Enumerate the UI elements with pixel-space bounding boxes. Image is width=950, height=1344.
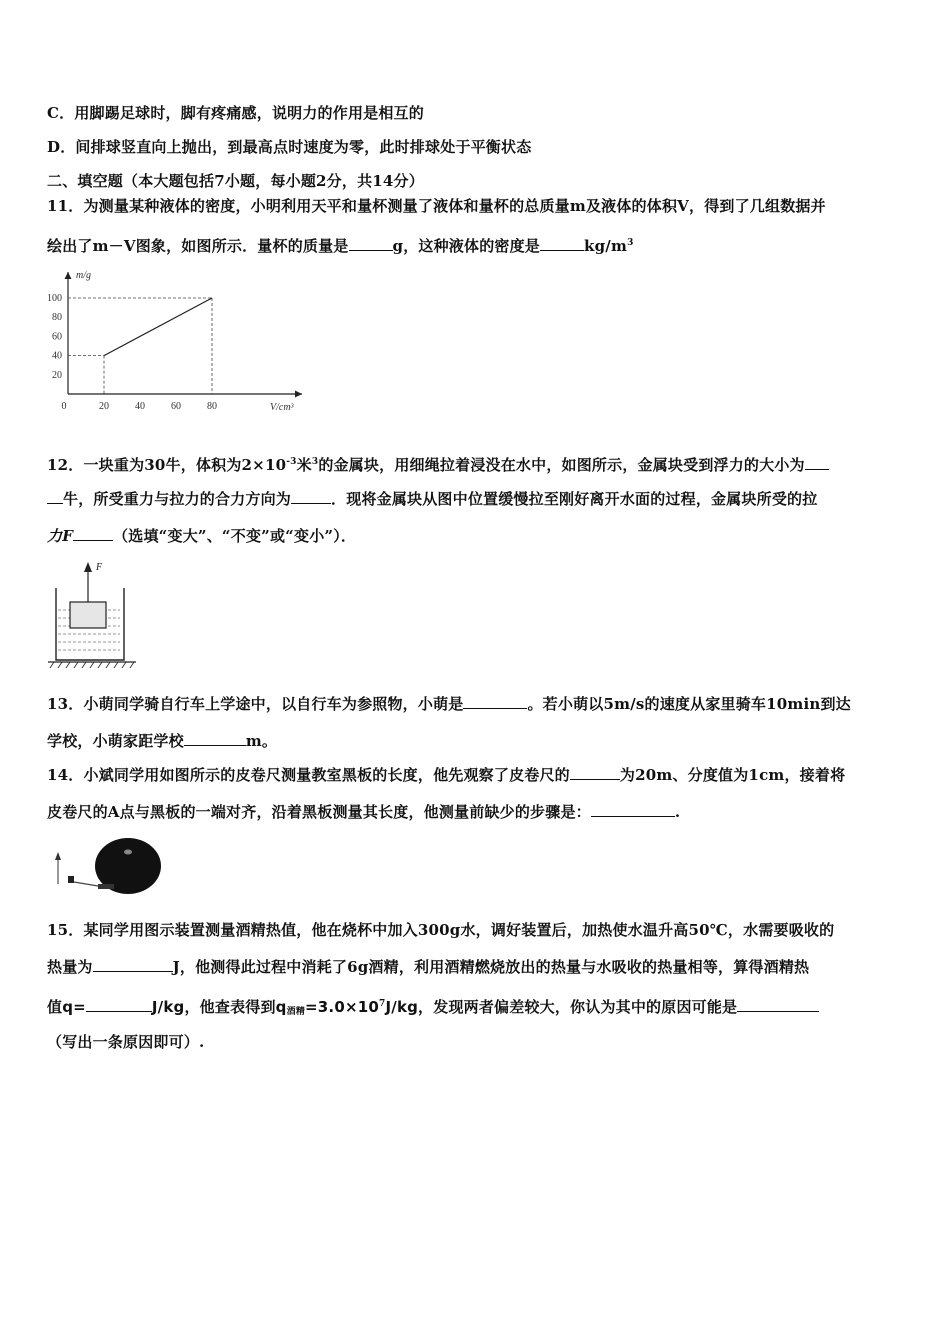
- q15-line3: 值q= J/kg，他查表得到$q_{酒精}=3.0\times 10^7J/kg$，发现两者偏差较大，你认为其中的原因可能是: [47, 994, 819, 1022]
- section-heading: 二、填空题（本大题包括7小题，每小题2分，共14分）: [47, 172, 424, 190]
- q12-line3: 力F （选填“变大”、“不变”或“变小”）．: [47, 527, 357, 545]
- x-tick-label: 80: [207, 401, 217, 412]
- y-tick-label: 80: [52, 312, 62, 324]
- q11-line2: 绘出了m－V图象，如图所示．量杯的质量是 g，这种液体的密度是 $kg/m^3$: [47, 237, 634, 255]
- force-arrow-icon: [84, 562, 92, 572]
- option-c: C．用脚踢足球时，脚有疼痛感，说明力的作用是相互的: [47, 104, 424, 122]
- x-tick-label: 40: [135, 401, 145, 412]
- q12-blank-1a[interactable]: [805, 455, 829, 470]
- metal-block: [70, 602, 106, 628]
- q13-blank-1[interactable]: [463, 694, 527, 709]
- q12-line1: 12．一块重为30牛，体积为$2\times 10^{-3}$米$^3$的金属块，用细绳拉着浸没在水中，如图所示，金属块受到浮力的大小为: [47, 452, 829, 475]
- q14-line2: 皮卷尺的A点与黑板的一端对齐，沿着黑板测量其长度，他测量前缺少的步骤是： .: [47, 803, 681, 821]
- q12-blank-2[interactable]: [291, 489, 331, 504]
- y-axis-label: m/g: [76, 270, 91, 281]
- q14-line1: 14．小斌同学用如图所示的皮卷尺测量教室黑板的长度，他先观察了皮卷尺的 为20m、分度值为1cm，接着将: [47, 766, 846, 784]
- x-axis-label: V/cm³: [270, 402, 294, 413]
- option-d: D．间排球竖直向上抛出，到最高点时速度为零，此时排球处于平衡状态: [47, 138, 532, 156]
- force-label: F: [96, 562, 103, 573]
- q15-blank-2[interactable]: [86, 997, 152, 1012]
- q12-blank-1b[interactable]: [47, 489, 63, 504]
- q15-blank-1[interactable]: [93, 957, 173, 972]
- q14-blank-1[interactable]: [570, 765, 620, 780]
- q15-line4: （写出一条原因即可）.: [47, 1033, 205, 1051]
- mv-chart: [40, 268, 310, 423]
- q12-line2: 牛，所受重力与拉力的合力方向为 ．现将金属块从图中位置缓慢拉至刚好离开水面的过程，金属块所受的拉: [47, 489, 817, 509]
- tape-measure-figure: [50, 838, 170, 898]
- q12-blank-3[interactable]: [73, 526, 113, 541]
- buoyancy-figure: [44, 558, 144, 668]
- q11-line1: 11．为测量某种液体的密度，小明利用天平和量杯测量了液体和量杯的总质量m及液体的体积V，得到了几组数据并: [47, 197, 826, 215]
- q15-blank-3[interactable]: [737, 997, 819, 1012]
- q13-blank-2[interactable]: [184, 731, 246, 746]
- x-tick-label: 60: [171, 401, 181, 412]
- q14-blank-2[interactable]: [591, 802, 675, 817]
- y-tick-label: 100: [47, 293, 62, 304]
- q13-line2: 学校，小萌家距学校 m。: [47, 732, 278, 750]
- q11-blank-2[interactable]: [540, 236, 584, 251]
- y-tick-label: 40: [52, 350, 62, 362]
- q11-blank-1[interactable]: [349, 236, 393, 251]
- y-tick-label: 20: [52, 369, 62, 381]
- arrow-icon: [55, 852, 61, 860]
- x-tick-label: 0: [61, 401, 67, 412]
- series-line: [104, 298, 212, 356]
- q15-line1: 15．某同学用图示装置测量酒精热值，他在烧杯中加入300g水，调好装置后，加热使水温升高50℃，水需要吸收的: [47, 921, 835, 939]
- q13-line1: 13．小萌同学骑自行车上学途中，以自行车为参照物，小萌是 。若小萌以5m/s的速度从家里骑车10min到达: [47, 695, 851, 713]
- y-tick-label: 60: [52, 331, 62, 343]
- q15-line2: 热量为 J，他测得此过程中消耗了6g酒精，利用酒精燃烧放出的热量与水吸收的热量相等，算得酒精热: [47, 958, 810, 976]
- x-tick-label: 20: [99, 401, 109, 412]
